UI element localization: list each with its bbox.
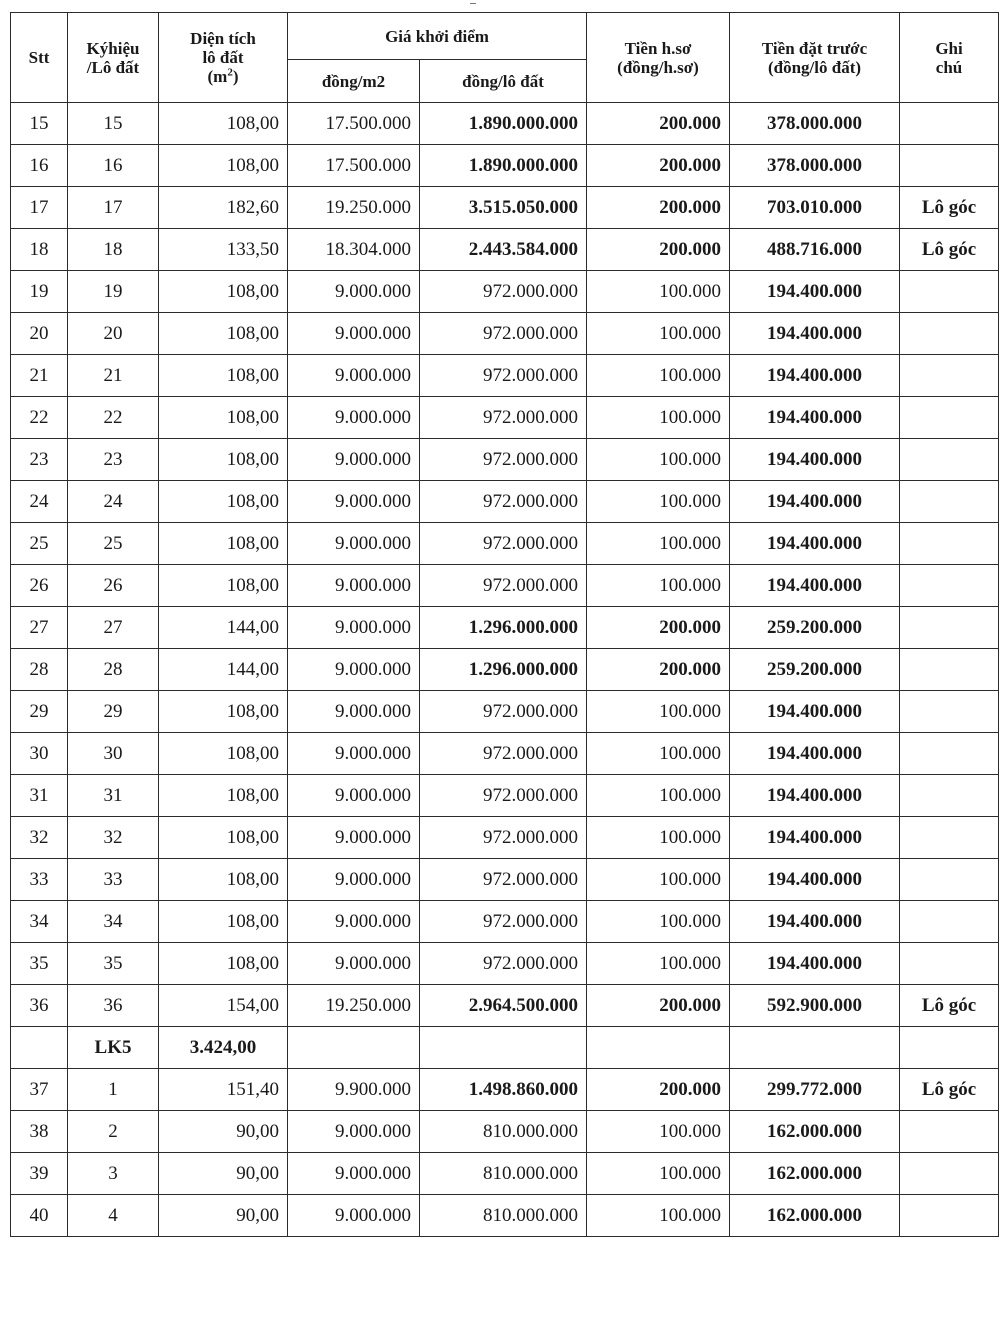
table-row bbox=[11, 649, 999, 691]
cell-gia-m2: 9.900.000 bbox=[288, 1069, 420, 1111]
table-row bbox=[11, 775, 999, 817]
cell-ghi-chu bbox=[900, 397, 999, 439]
cell-ky-hieu: 28 bbox=[68, 649, 159, 691]
cell-tien-dat-truoc: 194.400.000 bbox=[730, 523, 900, 565]
cell-ghi-chu bbox=[900, 355, 999, 397]
cell-gia-m2: 9.000.000 bbox=[288, 901, 420, 943]
cell-tien-ho-so: 100.000 bbox=[587, 859, 730, 901]
cell-stt: 27 bbox=[11, 607, 68, 649]
cell-tien-dat-truoc: 378.000.000 bbox=[730, 145, 900, 187]
table-row bbox=[11, 985, 999, 1027]
cell-stt: 33 bbox=[11, 859, 68, 901]
cell-gia-m2: 9.000.000 bbox=[288, 397, 420, 439]
cell-tien-dat-truoc: 194.400.000 bbox=[730, 733, 900, 775]
cell-stt: 35 bbox=[11, 943, 68, 985]
cell-gia-m2 bbox=[288, 1027, 420, 1069]
cell-gia-lo-dat: 972.000.000 bbox=[420, 481, 587, 523]
cell-ky-hieu: 27 bbox=[68, 607, 159, 649]
cell-tien-dat-truoc: 194.400.000 bbox=[730, 901, 900, 943]
table-row bbox=[11, 1069, 999, 1111]
cell-ky-hieu: 16 bbox=[68, 145, 159, 187]
cell-ghi-chu bbox=[900, 733, 999, 775]
cell-gia-lo-dat: 972.000.000 bbox=[420, 901, 587, 943]
cell-gia-lo-dat: 972.000.000 bbox=[420, 523, 587, 565]
header-dong-m2: đồng/m2 bbox=[288, 60, 420, 103]
cell-tien-ho-so: 100.000 bbox=[587, 691, 730, 733]
cell-ghi-chu bbox=[900, 691, 999, 733]
cell-stt: 38 bbox=[11, 1111, 68, 1153]
cell-ghi-chu bbox=[900, 565, 999, 607]
cell-tien-ho-so: 200.000 bbox=[587, 229, 730, 271]
cell-ky-hieu: 32 bbox=[68, 817, 159, 859]
cell-gia-m2: 9.000.000 bbox=[288, 565, 420, 607]
cell-dien-tich: 90,00 bbox=[159, 1195, 288, 1237]
cell-tien-ho-so: 100.000 bbox=[587, 313, 730, 355]
table-row bbox=[11, 439, 999, 481]
cell-dien-tich: 108,00 bbox=[159, 103, 288, 145]
cell-ky-hieu: 19 bbox=[68, 271, 159, 313]
cell-tien-dat-truoc: 488.716.000 bbox=[730, 229, 900, 271]
top-edge-mark bbox=[470, 0, 476, 4]
cell-tien-ho-so: 100.000 bbox=[587, 481, 730, 523]
cell-stt: 36 bbox=[11, 985, 68, 1027]
cell-dien-tich: 108,00 bbox=[159, 775, 288, 817]
cell-tien-ho-so: 100.000 bbox=[587, 1153, 730, 1195]
cell-stt: 32 bbox=[11, 817, 68, 859]
cell-gia-lo-dat: 972.000.000 bbox=[420, 397, 587, 439]
cell-stt: 19 bbox=[11, 271, 68, 313]
cell-tien-dat-truoc: 194.400.000 bbox=[730, 481, 900, 523]
cell-tien-dat-truoc: 592.900.000 bbox=[730, 985, 900, 1027]
cell-ky-hieu: 22 bbox=[68, 397, 159, 439]
cell-gia-m2: 17.500.000 bbox=[288, 103, 420, 145]
table-row bbox=[11, 313, 999, 355]
header-dong-lo-dat: đồng/lô đất bbox=[420, 60, 587, 103]
table-row bbox=[11, 565, 999, 607]
table-row bbox=[11, 607, 999, 649]
cell-tien-ho-so: 100.000 bbox=[587, 565, 730, 607]
cell-tien-dat-truoc: 259.200.000 bbox=[730, 607, 900, 649]
cell-tien-ho-so: 200.000 bbox=[587, 1069, 730, 1111]
cell-dien-tich: 108,00 bbox=[159, 271, 288, 313]
cell-dien-tich: 133,50 bbox=[159, 229, 288, 271]
header-tien-dat-truoc: Tiền đặt trước (đồng/lô đất) bbox=[730, 13, 900, 103]
cell-ghi-chu bbox=[900, 481, 999, 523]
table-row bbox=[11, 901, 999, 943]
table-header bbox=[11, 13, 999, 103]
cell-tien-dat-truoc: 194.400.000 bbox=[730, 397, 900, 439]
cell-ghi-chu bbox=[900, 271, 999, 313]
table-row bbox=[11, 397, 999, 439]
cell-tien-ho-so: 200.000 bbox=[587, 607, 730, 649]
cell-ky-hieu: 18 bbox=[68, 229, 159, 271]
cell-ghi-chu bbox=[900, 145, 999, 187]
cell-dien-tich: 154,00 bbox=[159, 985, 288, 1027]
cell-dien-tich: 90,00 bbox=[159, 1111, 288, 1153]
cell-ky-hieu: 17 bbox=[68, 187, 159, 229]
table-row bbox=[11, 481, 999, 523]
cell-ghi-chu bbox=[900, 1027, 999, 1069]
cell-ghi-chu bbox=[900, 1153, 999, 1195]
cell-dien-tich: 108,00 bbox=[159, 523, 288, 565]
cell-dien-tich: 108,00 bbox=[159, 397, 288, 439]
cell-gia-lo-dat: 1.890.000.000 bbox=[420, 145, 587, 187]
cell-gia-m2: 9.000.000 bbox=[288, 733, 420, 775]
cell-tien-ho-so bbox=[587, 1027, 730, 1069]
cell-ky-hieu: 21 bbox=[68, 355, 159, 397]
cell-tien-dat-truoc: 194.400.000 bbox=[730, 775, 900, 817]
cell-gia-lo-dat: 972.000.000 bbox=[420, 271, 587, 313]
cell-tien-ho-so: 100.000 bbox=[587, 1195, 730, 1237]
cell-stt: 22 bbox=[11, 397, 68, 439]
cell-ky-hieu: 26 bbox=[68, 565, 159, 607]
cell-dien-tich: 108,00 bbox=[159, 481, 288, 523]
cell-stt: 20 bbox=[11, 313, 68, 355]
cell-stt: 26 bbox=[11, 565, 68, 607]
cell-ky-hieu: 20 bbox=[68, 313, 159, 355]
table-row bbox=[11, 355, 999, 397]
cell-gia-m2: 9.000.000 bbox=[288, 481, 420, 523]
cell-gia-lo-dat: 972.000.000 bbox=[420, 439, 587, 481]
table-row bbox=[11, 691, 999, 733]
cell-gia-lo-dat: 2.964.500.000 bbox=[420, 985, 587, 1027]
header-dien-tich: Diện tích lô đất $(m^2)$ bbox=[159, 13, 288, 103]
cell-dien-tich: 108,00 bbox=[159, 439, 288, 481]
cell-gia-lo-dat: 1.890.000.000 bbox=[420, 103, 587, 145]
cell-gia-lo-dat: 1.296.000.000 bbox=[420, 607, 587, 649]
cell-tien-ho-so: 200.000 bbox=[587, 985, 730, 1027]
cell-ky-hieu: 34 bbox=[68, 901, 159, 943]
cell-tien-dat-truoc: 194.400.000 bbox=[730, 439, 900, 481]
cell-ghi-chu bbox=[900, 523, 999, 565]
cell-gia-m2: 9.000.000 bbox=[288, 775, 420, 817]
cell-dien-tich: 144,00 bbox=[159, 649, 288, 691]
cell-tien-dat-truoc bbox=[730, 1027, 900, 1069]
cell-tien-dat-truoc: 162.000.000 bbox=[730, 1195, 900, 1237]
cell-stt: 37 bbox=[11, 1069, 68, 1111]
cell-tien-ho-so: 100.000 bbox=[587, 1111, 730, 1153]
cell-gia-m2: 9.000.000 bbox=[288, 1195, 420, 1237]
table-row bbox=[11, 187, 999, 229]
cell-ghi-chu bbox=[900, 103, 999, 145]
table-row bbox=[11, 523, 999, 565]
cell-tien-dat-truoc: 194.400.000 bbox=[730, 313, 900, 355]
cell-tien-dat-truoc: 194.400.000 bbox=[730, 565, 900, 607]
cell-stt bbox=[11, 1027, 68, 1069]
cell-gia-lo-dat: 972.000.000 bbox=[420, 859, 587, 901]
cell-gia-m2: 9.000.000 bbox=[288, 1111, 420, 1153]
cell-dien-tich: 108,00 bbox=[159, 565, 288, 607]
table-row bbox=[11, 103, 999, 145]
cell-gia-m2: 9.000.000 bbox=[288, 355, 420, 397]
cell-dien-tich: 108,00 bbox=[159, 145, 288, 187]
cell-ghi-chu bbox=[900, 439, 999, 481]
cell-tien-dat-truoc: 194.400.000 bbox=[730, 817, 900, 859]
cell-dien-tich: 108,00 bbox=[159, 691, 288, 733]
cell-ghi-chu bbox=[900, 775, 999, 817]
cell-tien-ho-so: 200.000 bbox=[587, 649, 730, 691]
cell-gia-lo-dat: 810.000.000 bbox=[420, 1153, 587, 1195]
cell-dien-tich: 151,40 bbox=[159, 1069, 288, 1111]
cell-ky-hieu: 29 bbox=[68, 691, 159, 733]
cell-stt: 18 bbox=[11, 229, 68, 271]
header-ky-hieu: Kýhiệu /Lô đất bbox=[68, 13, 159, 103]
table-row bbox=[11, 943, 999, 985]
cell-dien-tich: 108,00 bbox=[159, 313, 288, 355]
cell-ky-hieu: 2 bbox=[68, 1111, 159, 1153]
cell-ghi-chu bbox=[900, 1195, 999, 1237]
cell-tien-dat-truoc: 194.400.000 bbox=[730, 271, 900, 313]
cell-stt: 23 bbox=[11, 439, 68, 481]
cell-ky-hieu: 31 bbox=[68, 775, 159, 817]
cell-ghi-chu: Lô góc bbox=[900, 229, 999, 271]
header-stt: Stt bbox=[11, 13, 68, 103]
cell-tien-ho-so: 100.000 bbox=[587, 817, 730, 859]
cell-gia-m2: 9.000.000 bbox=[288, 817, 420, 859]
cell-gia-lo-dat: 972.000.000 bbox=[420, 313, 587, 355]
cell-stt: 34 bbox=[11, 901, 68, 943]
cell-ky-hieu: 23 bbox=[68, 439, 159, 481]
cell-tien-ho-so: 100.000 bbox=[587, 733, 730, 775]
cell-gia-m2: 9.000.000 bbox=[288, 859, 420, 901]
table-row bbox=[11, 1111, 999, 1153]
cell-gia-lo-dat: 810.000.000 bbox=[420, 1111, 587, 1153]
cell-stt: 30 bbox=[11, 733, 68, 775]
cell-gia-m2: 9.000.000 bbox=[288, 943, 420, 985]
table-row bbox=[11, 859, 999, 901]
cell-ghi-chu: Lô góc bbox=[900, 187, 999, 229]
cell-tien-dat-truoc: 259.200.000 bbox=[730, 649, 900, 691]
cell-ghi-chu bbox=[900, 313, 999, 355]
cell-stt: 21 bbox=[11, 355, 68, 397]
cell-stt: 39 bbox=[11, 1153, 68, 1195]
cell-dien-tich: 90,00 bbox=[159, 1153, 288, 1195]
table-row bbox=[11, 145, 999, 187]
cell-stt: 25 bbox=[11, 523, 68, 565]
cell-gia-lo-dat: 972.000.000 bbox=[420, 943, 587, 985]
cell-tien-ho-so: 200.000 bbox=[587, 145, 730, 187]
cell-tien-ho-so: 200.000 bbox=[587, 187, 730, 229]
cell-ghi-chu bbox=[900, 1111, 999, 1153]
table-row bbox=[11, 1153, 999, 1195]
cell-gia-lo-dat: 3.515.050.000 bbox=[420, 187, 587, 229]
cell-dien-tich: 3.424,00 bbox=[159, 1027, 288, 1069]
cell-tien-dat-truoc: 194.400.000 bbox=[730, 691, 900, 733]
cell-gia-lo-dat: 972.000.000 bbox=[420, 691, 587, 733]
cell-stt: 17 bbox=[11, 187, 68, 229]
cell-dien-tich: 108,00 bbox=[159, 943, 288, 985]
cell-gia-m2: 17.500.000 bbox=[288, 145, 420, 187]
cell-stt: 15 bbox=[11, 103, 68, 145]
table-row bbox=[11, 229, 999, 271]
cell-gia-lo-dat: 972.000.000 bbox=[420, 355, 587, 397]
cell-gia-m2: 9.000.000 bbox=[288, 271, 420, 313]
group-row bbox=[11, 1027, 999, 1069]
cell-gia-m2: 9.000.000 bbox=[288, 1153, 420, 1195]
cell-gia-lo-dat: 1.498.860.000 bbox=[420, 1069, 587, 1111]
cell-dien-tich: 182,60 bbox=[159, 187, 288, 229]
cell-ky-hieu: 25 bbox=[68, 523, 159, 565]
cell-gia-m2: 9.000.000 bbox=[288, 439, 420, 481]
cell-stt: 24 bbox=[11, 481, 68, 523]
header-ghi-chu: Ghi chú bbox=[900, 13, 999, 103]
cell-tien-dat-truoc: 378.000.000 bbox=[730, 103, 900, 145]
table-row bbox=[11, 733, 999, 775]
cell-stt: 16 bbox=[11, 145, 68, 187]
cell-dien-tich: 108,00 bbox=[159, 817, 288, 859]
cell-dien-tich: 108,00 bbox=[159, 355, 288, 397]
cell-tien-dat-truoc: 194.400.000 bbox=[730, 355, 900, 397]
cell-stt: 31 bbox=[11, 775, 68, 817]
cell-dien-tich: 108,00 bbox=[159, 733, 288, 775]
table-row bbox=[11, 1195, 999, 1237]
cell-tien-ho-so: 100.000 bbox=[587, 271, 730, 313]
cell-gia-m2: 9.000.000 bbox=[288, 523, 420, 565]
cell-tien-ho-so: 100.000 bbox=[587, 355, 730, 397]
cell-tien-ho-so: 100.000 bbox=[587, 943, 730, 985]
cell-tien-dat-truoc: 299.772.000 bbox=[730, 1069, 900, 1111]
cell-ghi-chu bbox=[900, 817, 999, 859]
cell-tien-dat-truoc: 194.400.000 bbox=[730, 943, 900, 985]
cell-tien-dat-truoc: 162.000.000 bbox=[730, 1153, 900, 1195]
cell-ghi-chu bbox=[900, 607, 999, 649]
cell-tien-ho-so: 100.000 bbox=[587, 775, 730, 817]
header-gia-khoi-diem: Giá khởi điểm bbox=[288, 13, 587, 60]
cell-tien-dat-truoc: 703.010.000 bbox=[730, 187, 900, 229]
header-tien-ho-so: Tiền h.sơ (đồng/h.sơ) bbox=[587, 13, 730, 103]
cell-gia-lo-dat: 810.000.000 bbox=[420, 1195, 587, 1237]
cell-ky-hieu: 33 bbox=[68, 859, 159, 901]
cell-gia-lo-dat: 1.296.000.000 bbox=[420, 649, 587, 691]
cell-gia-lo-dat: 972.000.000 bbox=[420, 733, 587, 775]
cell-gia-lo-dat: 972.000.000 bbox=[420, 565, 587, 607]
cell-dien-tich: 108,00 bbox=[159, 901, 288, 943]
cell-ky-hieu: 3 bbox=[68, 1153, 159, 1195]
cell-gia-m2: 19.250.000 bbox=[288, 187, 420, 229]
cell-gia-m2: 9.000.000 bbox=[288, 607, 420, 649]
cell-tien-dat-truoc: 162.000.000 bbox=[730, 1111, 900, 1153]
cell-ky-hieu: LK5 bbox=[68, 1027, 159, 1069]
cell-ky-hieu: 24 bbox=[68, 481, 159, 523]
cell-ghi-chu bbox=[900, 901, 999, 943]
cell-ky-hieu: 4 bbox=[68, 1195, 159, 1237]
cell-tien-ho-so: 200.000 bbox=[587, 103, 730, 145]
cell-ky-hieu: 36 bbox=[68, 985, 159, 1027]
table-row bbox=[11, 271, 999, 313]
cell-stt: 29 bbox=[11, 691, 68, 733]
cell-gia-lo-dat: 972.000.000 bbox=[420, 817, 587, 859]
cell-ky-hieu: 1 bbox=[68, 1069, 159, 1111]
cell-ky-hieu: 35 bbox=[68, 943, 159, 985]
cell-ghi-chu: Lô góc bbox=[900, 985, 999, 1027]
table-body bbox=[11, 103, 999, 1237]
cell-gia-lo-dat: 972.000.000 bbox=[420, 775, 587, 817]
cell-stt: 28 bbox=[11, 649, 68, 691]
auction-lot-table bbox=[10, 12, 999, 1237]
cell-stt: 40 bbox=[11, 1195, 68, 1237]
cell-gia-m2: 9.000.000 bbox=[288, 313, 420, 355]
table-row bbox=[11, 817, 999, 859]
cell-ghi-chu bbox=[900, 859, 999, 901]
cell-gia-m2: 19.250.000 bbox=[288, 985, 420, 1027]
cell-ky-hieu: 30 bbox=[68, 733, 159, 775]
cell-tien-ho-so: 100.000 bbox=[587, 901, 730, 943]
cell-tien-ho-so: 100.000 bbox=[587, 397, 730, 439]
cell-ky-hieu: 15 bbox=[68, 103, 159, 145]
cell-ghi-chu: Lô góc bbox=[900, 1069, 999, 1111]
cell-gia-m2: 9.000.000 bbox=[288, 649, 420, 691]
cell-tien-ho-so: 100.000 bbox=[587, 523, 730, 565]
cell-tien-ho-so: 100.000 bbox=[587, 439, 730, 481]
cell-ghi-chu bbox=[900, 649, 999, 691]
cell-tien-dat-truoc: 194.400.000 bbox=[730, 859, 900, 901]
cell-gia-lo-dat bbox=[420, 1027, 587, 1069]
cell-dien-tich: 108,00 bbox=[159, 859, 288, 901]
cell-dien-tich: 144,00 bbox=[159, 607, 288, 649]
cell-gia-m2: 18.304.000 bbox=[288, 229, 420, 271]
cell-ghi-chu bbox=[900, 943, 999, 985]
cell-gia-lo-dat: 2.443.584.000 bbox=[420, 229, 587, 271]
cell-gia-m2: 9.000.000 bbox=[288, 691, 420, 733]
